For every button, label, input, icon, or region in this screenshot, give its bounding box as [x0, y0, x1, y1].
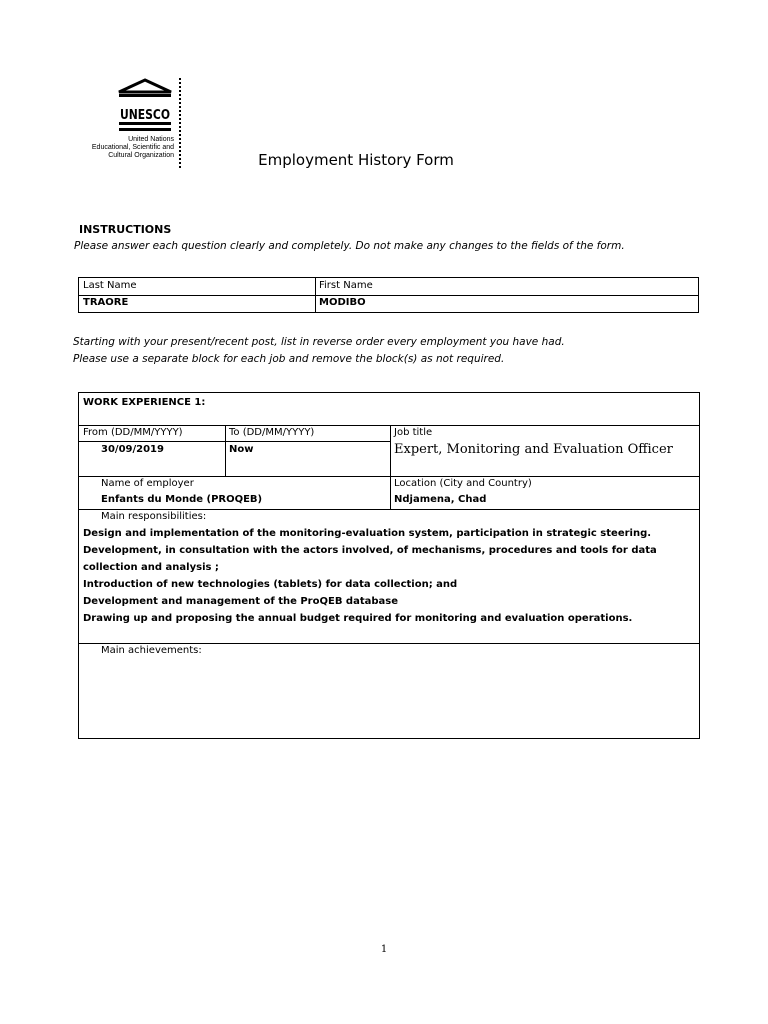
instructions-text: Please answer each question clearly and completely. Do not make any changes to the fields of the form. — [74, 240, 625, 252]
page-title-text: Employment History Form — [258, 151, 454, 169]
responsibility-line: Development and management of the ProQEB database — [83, 596, 398, 607]
job-title-label: Job title — [394, 427, 433, 438]
work-experience-heading: WORK EXPERIENCE 1: — [83, 397, 206, 408]
responsibility-line: Drawing up and proposing the annual budget required for monitoring and evaluation operations. — [83, 613, 633, 624]
employer-field[interactable]: Enfants du Monde (PROQEB) — [101, 494, 263, 505]
unesco-temple-icon — [116, 78, 174, 134]
to-date-field[interactable]: Now — [229, 444, 254, 455]
name-table — [78, 277, 699, 313]
job-title-field[interactable]: Expert, Monitoring and Evaluation Officer — [394, 442, 673, 457]
achievements-field[interactable] — [80, 661, 698, 737]
unesco-name-line: Cultural Organization — [108, 152, 174, 159]
page-title — [0, 151, 768, 169]
first-name-label: First Name — [319, 280, 373, 291]
table-divider — [390, 425, 391, 509]
location-field[interactable]: Ndjamena, Chad — [394, 494, 487, 505]
note-line-1: Starting with your present/recent post, list in reverse order every employment you have had. — [73, 336, 565, 348]
table-divider — [79, 509, 699, 510]
from-date-field[interactable]: 30/09/2019 — [101, 444, 164, 455]
first-name-field[interactable]: MODIBO — [319, 297, 366, 308]
table-divider — [225, 425, 226, 476]
table-divider — [79, 441, 390, 442]
instructions-heading: INSTRUCTIONS — [79, 223, 172, 236]
page-number: 1 — [380, 944, 388, 955]
last-name-field[interactable]: TRAORE — [83, 297, 129, 308]
responsibility-line: Design and implementation of the monitoring-evaluation system, participation in strategic steering. — [83, 528, 652, 539]
table-divider — [79, 295, 698, 296]
unesco-name-line: Educational, Scientific and — [91, 144, 174, 151]
table-divider — [79, 425, 699, 426]
table-divider — [79, 476, 699, 477]
responsibility-line: Introduction of new technologies (tablets) for data collection; and — [83, 579, 458, 590]
responsibilities-label: Main responsibilities: — [101, 511, 207, 522]
unesco-wordmark: UNESCO — [120, 108, 170, 123]
unesco-name-line: United Nations — [128, 136, 174, 143]
achievements-label: Main achievements: — [101, 645, 202, 656]
from-date-label: From (DD/MM/YYYY) — [83, 427, 183, 438]
table-divider — [79, 643, 699, 644]
to-date-label: To (DD/MM/YYYY) — [229, 427, 315, 438]
location-label: Location (City and Country) — [394, 478, 532, 489]
last-name-label: Last Name — [83, 280, 137, 291]
responsibility-line: collection and analysis ; — [83, 562, 219, 573]
employer-label: Name of employer — [101, 478, 194, 489]
responsibilities-field[interactable] — [83, 525, 693, 627]
work-experience-table — [78, 392, 700, 739]
responsibility-line: Development, in consultation with the actors involved, of mechanisms, procedures and tools for data — [83, 545, 657, 556]
note-line-2: Please use a separate block for each job and remove the block(s) as not required. — [73, 353, 505, 365]
